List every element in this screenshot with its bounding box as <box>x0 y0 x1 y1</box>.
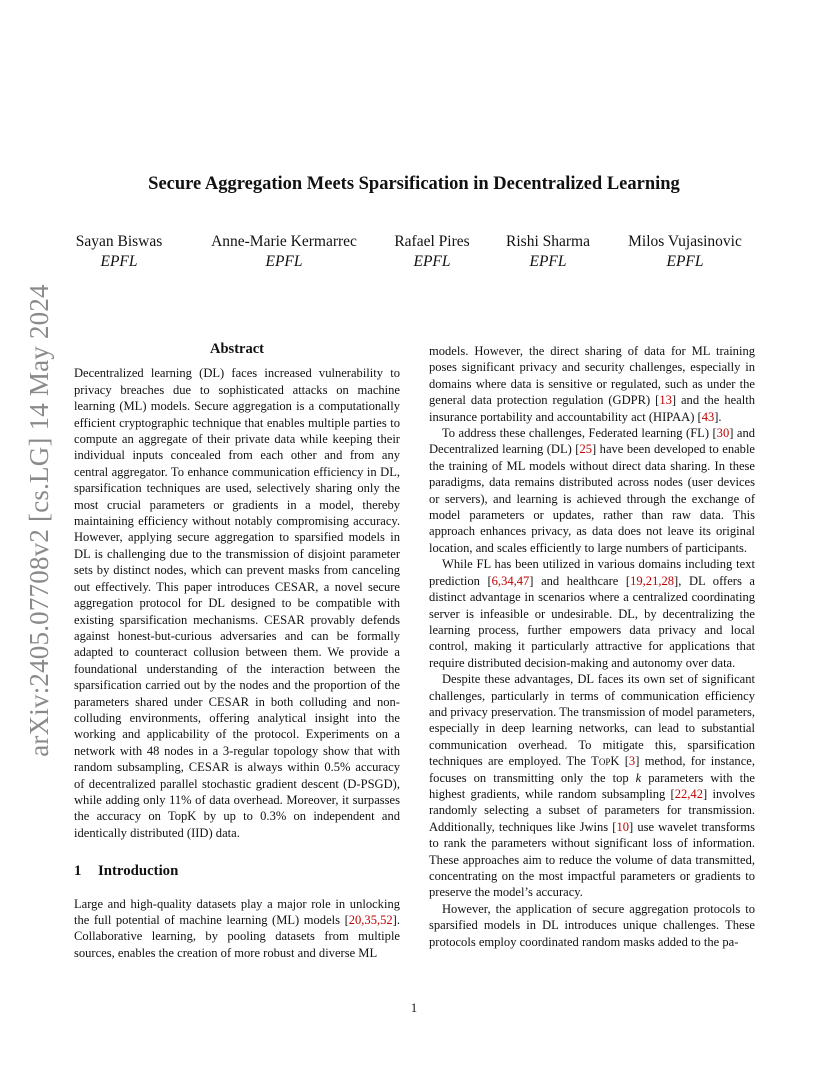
section-title: Introduction <box>98 863 179 880</box>
text-span: parameters with the highest gradients, while random subsampling [ <box>429 770 755 801</box>
author-name: Sayan Biswas <box>75 233 163 250</box>
author-list <box>74 232 754 276</box>
author-affiliation: EPFL <box>529 253 567 270</box>
text-span: ]. Collaborative learning, by pooling datasets from multiple sources, enables the creation of more robust and diverse ML <box>74 913 400 960</box>
citation-link[interactable]: 30 <box>716 426 730 441</box>
citation-link[interactable]: 22,42 <box>674 786 703 801</box>
text-span: ] method, for instance, focuses on transmitting only the top <box>429 754 755 785</box>
author-name: Anne-Marie Kermarrec <box>211 233 357 250</box>
left-column <box>74 341 400 961</box>
right-column <box>429 343 755 950</box>
author-1 <box>76 232 163 272</box>
author-name: Milos Vujasinovic <box>628 233 742 250</box>
text-span: ], DL offers a distinct advantage in scenarios where a centralized coordinating server is infeasible or undesirable. DL, by decentralizing the learning process, further empowers data privacy and local control, making it particularly attractive for applications that require distributed decision-making and autonomy over data. <box>429 573 755 670</box>
intro-paragraph-3 <box>429 556 755 671</box>
text-span: ] use wavelet transforms to rank the parameters without significant loss of information. These approaches aim to reduce the volume of data transmitted, concentrating on the most impactful parameters or gradients to preserve the model’s accuracy. <box>429 819 755 900</box>
method-name: TopK <box>591 754 620 769</box>
text-span: models. However, the direct sharing of data for ML training poses significant privacy and security challenges, especially in domains where data is sensitive or regulated, such as under the general data protection regulation (GDPR) [ <box>429 344 755 408</box>
citation-link[interactable]: 6,34,47 <box>491 573 530 588</box>
text-span: [ <box>619 754 629 769</box>
arxiv-identifier <box>23 280 55 760</box>
author-name: Rafael Pires <box>394 233 470 250</box>
intro-paragraph-1 <box>74 896 400 962</box>
citation-link[interactable]: 20,35,52 <box>348 913 393 927</box>
author-affiliation: EPFL <box>265 253 303 270</box>
author-affiliation: EPFL <box>413 253 451 270</box>
page-number: 1 <box>410 1001 418 1015</box>
abstract-text: Decentralized learning (DL) faces increased vulnerability to privacy breaches due to sophisticated attacks on machine learning (ML) models. Secure aggregation is a computationally efficient cryptographic technique that enables multiple parties to compute an aggregate of their private data while keeping their individual inputs concealed from each other and from any central aggregator. To enhance communication efficiency in DL, sparsification techniques are used, selectively sharing only the most crucial parameters or gradients in a model, thereby maintaining efficiency without notably compromising accuracy. However, applying secure aggregation to sparsified models in DL is challenging due to the transmission of disjoint parameter sets by distinct nodes, which can prevent masks from canceling out effectively. This paper introduces CESAR, a novel secure aggregation protocol for DL designed to be compatible with existing sparsification mechanisms. CESAR provably defends against honest-but-curious adversaries and can be formally adapted to counteract collusion between them. We provide a foundational understanding of the interaction between the sparsification carried out by the nodes and the proportion of the parameters shared under CESAR in both colluding and non-colluding environments, offering analytical insight into the working and applicability of the protocol. Experiments on a network with 48 nodes in a 3-regular topology show that with random subsampling, CESAR is always within 0.5% accuracy of decentralized parallel stochastic gradient descent (D-PSGD), while adding only 11% of data overhead. Moreover, it surpasses the accuracy on TopK by up to 0.3% on independent and identically distributed (IID) data. <box>74 366 400 840</box>
text-span: ] have been developed to enable the training of ML models without direct data sharing. In these paradigms, data remains distributed across nodes (user devices or servers), and learning is achieved through the exchange of model parameters or updates, rather than raw data. This approach enhances privacy, as data does not leave its original location, and scales efficiently to large numbers of participants. <box>429 442 756 555</box>
author-name: Rishi Sharma <box>506 233 590 250</box>
author-3 <box>394 232 469 272</box>
citation-link[interactable]: 43 <box>701 409 715 424</box>
math-variable: k <box>635 770 642 785</box>
intro-paragraph-1-continued <box>429 343 755 425</box>
text-span: ]. <box>714 409 722 424</box>
text-span: ] involves randomly selecting a subset of parameters for transmission. Additionally, techniques like Jwins [ <box>429 786 755 834</box>
abstract-heading: Abstract <box>210 341 264 357</box>
author-2 <box>211 232 357 272</box>
text-span: ] and Decentralized learning (DL) [ <box>429 426 755 457</box>
text-span: ] and healthcare [ <box>529 573 631 588</box>
text-span: To address these challenges, Federated learning (FL) [ <box>442 426 717 441</box>
author-5 <box>628 232 742 272</box>
paper-title: Secure Aggregation Meets Sparsification in Decentralized Learning <box>148 174 680 194</box>
text-span: Despite these advantages, DL faces its own set of significant challenges, particularly in terms of communication efficiency and privacy preservation. The transmission of model parameters, especially in deep learning networks, can lead to substantial communication overhead. To mitigate this, sparsification techniques are employed. The <box>429 672 755 769</box>
text-span: Large and high-quality datasets play a major role in unlocking the full potential of machine learning (ML) models [ <box>74 896 400 927</box>
citation-link[interactable]: 19,21,28 <box>630 573 675 588</box>
intro-paragraph-4 <box>429 671 755 901</box>
citation-link[interactable]: 25 <box>579 442 593 457</box>
section-number: 1 <box>74 863 82 880</box>
citation-link[interactable]: 3 <box>628 754 636 769</box>
author-affiliation: EPFL <box>666 253 704 270</box>
intro-paragraph-5: However, the application of secure aggregation protocols to sparsified models in DL introduces unique challenges. These protocols employ coordinated random masks added to the pa- <box>429 901 755 949</box>
arxiv-identifier-text: arXiv:2405.07708v2 [cs.LG] 14 May 2024 <box>23 283 54 757</box>
citation-link[interactable]: 10 <box>616 819 630 834</box>
intro-paragraph-2 <box>429 425 755 556</box>
section-heading-introduction <box>74 863 400 879</box>
citation-link[interactable]: 13 <box>659 393 672 408</box>
text-span: While FL has been utilized in various domains including text prediction [ <box>429 557 755 588</box>
author-4 <box>506 232 590 272</box>
text-span: ] and the health insurance portability and accountability act (HIPAA) [ <box>429 393 755 424</box>
author-affiliation: EPFL <box>100 253 138 270</box>
